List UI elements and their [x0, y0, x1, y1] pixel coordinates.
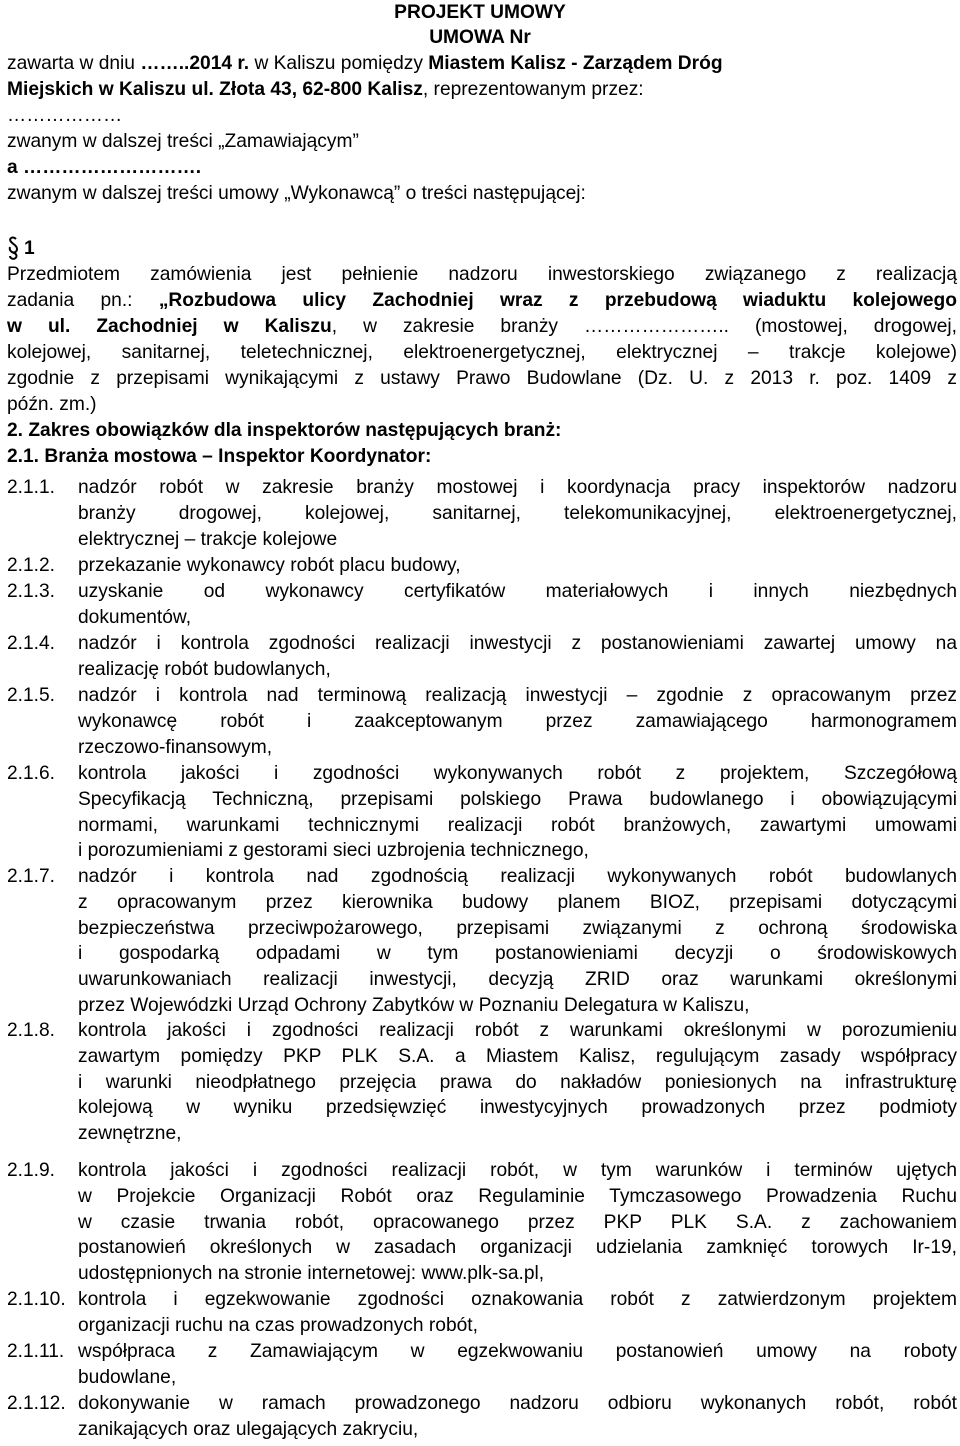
section-1-line-4: kolejowej, sanitarnej, teletechnicznej, elektroenergetycznej, elektrycznej – trakcje kolejowe) — [7, 342, 957, 363]
list-item-text-line: dokumentów, — [78, 606, 192, 628]
list-item-text-line: dokonywanie w ramach prowadzonego nadzoru odbioru wykonanych robót, robót — [78, 1393, 957, 1414]
section-2-1-heading: 2.1. Branża mostowa – Inspektor Koordynator: — [7, 446, 432, 467]
list-item-text-line: organizacji ruchu na czas prowadzonych robót, — [78, 1314, 478, 1336]
list-item-text-line: kontrola jakości i zgodności realizacji robót z warunkami określonymi w porozumieniu — [78, 1020, 957, 1041]
paragraph-sign-icon — [7, 236, 19, 260]
list-item-text-line: z opracowanym przez kierownika budowy planem BIOZ, przepisami dotyczącymi — [78, 891, 957, 913]
section-1-line-3: w ul. Zachodniej w Kaliszu, w zakresie branży ………………….. (mostowej, drogowej, — [7, 316, 957, 337]
list-item-text-line: uzyskanie od wykonawcy certyfikatów materiałowych i innych niezbędnych — [78, 581, 957, 602]
list-item-text-line: budowlane, — [78, 1366, 177, 1388]
list-item-number: 2.1.2. — [7, 555, 56, 576]
section-1-line-6: późn. zm.) — [7, 394, 97, 415]
document-subtitle: UMOWA Nr — [429, 27, 531, 48]
list-item-number: 2.1.12. — [7, 1393, 66, 1414]
list-item-number: 2.1.11. — [7, 1341, 65, 1362]
list-item-text-line: nadzór i kontrola nad terminową realizacją inwestycji – zgodnie z opracowanym przez — [78, 685, 957, 706]
list-item-text-line: postanowień określonych w zasadach organizacji udzielania zamknięć torowych Ir-19, — [78, 1237, 957, 1259]
list-item-text-line: uwarunkowaniach realizacji inwestycji, decyzją ZRID oraz warunkami określonymi — [78, 969, 957, 991]
list-item-text-line: zanikających oraz ulegających zakryciu, — [78, 1418, 419, 1440]
list-item-number: 2.1.1. — [7, 477, 56, 498]
list-item-text-line: kontrola jakości i zgodności wykonywanych robót z projektem, Szczegółową — [78, 763, 957, 784]
list-item-text-line: w Projekcie Organizacji Robót oraz Regulaminie Tymczasowego Prowadzenia Ruchu — [78, 1185, 957, 1207]
section-1-line-2: zadania pn.: „Rozbudowa ulicy Zachodniej wraz z przebudową wiaduktu kolejowego — [7, 290, 957, 311]
list-item-text-line: i gospodarką odpadami w tym postanowieniami decyzji o środowiskowych — [78, 943, 957, 965]
list-item-number: 2.1.5. — [7, 685, 56, 706]
list-item-text-line: w czasie trwania robót, opracowanego przez PKP PLK S.A. z zachowaniem — [78, 1211, 957, 1233]
list-item-text-line: i porozumieniami z gestorami sieci uzbrojenia technicznego, — [78, 840, 589, 862]
list-item-text-line: elektrycznej – trakcje kolejowe — [78, 528, 338, 550]
section-2-heading: 2. Zakres obowiązków dla inspektorów następujących branż: — [7, 420, 562, 441]
list-item-text-line: nadzór i kontrola nad zgodnością realizacji wykonywanych robót budowlanych — [78, 866, 957, 887]
list-item-text-line: wykonawcę robót i zaakceptowanym przez zamawiającego harmonogramem — [78, 710, 957, 732]
list-item-text-line: kolejową w wyniku przedsięwzięć inwestycyjnych prowadzonych przez podmioty — [78, 1097, 957, 1119]
list-item-number: 2.1.4. — [7, 633, 56, 654]
intro-line-5: a ………………………. — [7, 157, 202, 178]
list-item-text-line: branży drogowej, kolejowej, sanitarnej, telekomunikacyjnej, elektroenergetycznej, — [78, 502, 957, 524]
list-item-number: 2.1.7. — [7, 866, 56, 887]
intro-line-2: Miejskich w Kaliszu ul. Złota 43, 62-800 Kalisz, reprezentowanym przez: — [7, 79, 644, 100]
intro-line-6: zwanym w dalszej treści umowy „Wykonawcą” o treści następującej: — [7, 183, 586, 204]
list-item-number: 2.1.3. — [7, 581, 56, 602]
list-item-text-line: zewnętrzne, — [78, 1123, 182, 1145]
list-item-text-line: nadzór i kontrola zgodności realizacji inwestycji z postanowieniami zawartej umowy na — [78, 633, 957, 654]
list-item-text-line: przez Wojewódzki Urząd Ochrony Zabytków w Poznaniu Delegatura w Kaliszu, — [78, 995, 750, 1016]
list-item-text-line: i warunki nieodpłatnego przejęcia prawa do nakładów poniesionych na infrastrukturę — [78, 1071, 957, 1093]
list-item-text-line: przekazanie wykonawcy robót placu budowy, — [78, 555, 461, 576]
list-item-text-line: Specyfikacją Techniczną, przepisami polskiego Prawa budowlanego i obowiązującymi — [78, 788, 957, 810]
list-item-text-line: kontrola i egzekwowanie zgodności oznakowania robót z zatwierdzonym projektem — [78, 1289, 957, 1310]
section-1-number: 1 — [24, 238, 35, 259]
list-item-number: 2.1.10. — [7, 1289, 66, 1310]
intro-line-3: ……………… — [7, 105, 123, 126]
list-item-text-line: normami, warunkami technicznymi realizacji robót branżowych, zawartymi umowami — [78, 814, 957, 836]
list-item-text-line: nadzór robót w zakresie branży mostowej i koordynacja pracy inspektorów nadzoru — [78, 477, 957, 498]
document-title: PROJEKT UMOWY — [394, 2, 566, 23]
section-1-line-5: zgodnie z przepisami wynikającymi z ustawy Prawo Budowlane (Dz. U. z 2013 r. poz. 1409 z — [7, 368, 957, 389]
list-item-number: 2.1.6. — [7, 763, 56, 784]
list-item-text-line: realizację robót budowlanych, — [78, 658, 331, 680]
intro-line-4: zwanym w dalszej treści „Zamawiającym” — [7, 131, 359, 152]
list-item-text-line: zawartym pomiędzy PKP PLK S.A. a Miastem Kalisz, regulującym zasady współpracy — [78, 1045, 957, 1067]
list-item-text-line: bezpieczeństwa przeciwpożarowego, przepisami związanymi z ochroną środowiska — [78, 917, 957, 939]
list-item-number: 2.1.9. — [7, 1160, 56, 1181]
list-item-text-line: rzeczowo-finansowym, — [78, 736, 273, 758]
list-item-text-line: kontrola jakości i zgodności realizacji robót, w tym warunków i terminów ujętych — [78, 1160, 957, 1181]
section-1-line-1: Przedmiotem zamówienia jest pełnienie nadzoru inwestorskiego związanego z realizacją — [7, 264, 957, 285]
list-item-text-line: udostępnionych na stronie internetowej: www.plk-sa.pl, — [78, 1263, 545, 1285]
list-item-text-line: współpraca z Zamawiającym w egzekwowaniu postanowień umowy na roboty — [78, 1341, 957, 1362]
list-item-number: 2.1.8. — [7, 1020, 56, 1041]
intro-line-1: zawarta w dniu ……..2014 r. w Kaliszu pomiędzy Miastem Kalisz - Zarządem Dróg — [7, 53, 723, 74]
